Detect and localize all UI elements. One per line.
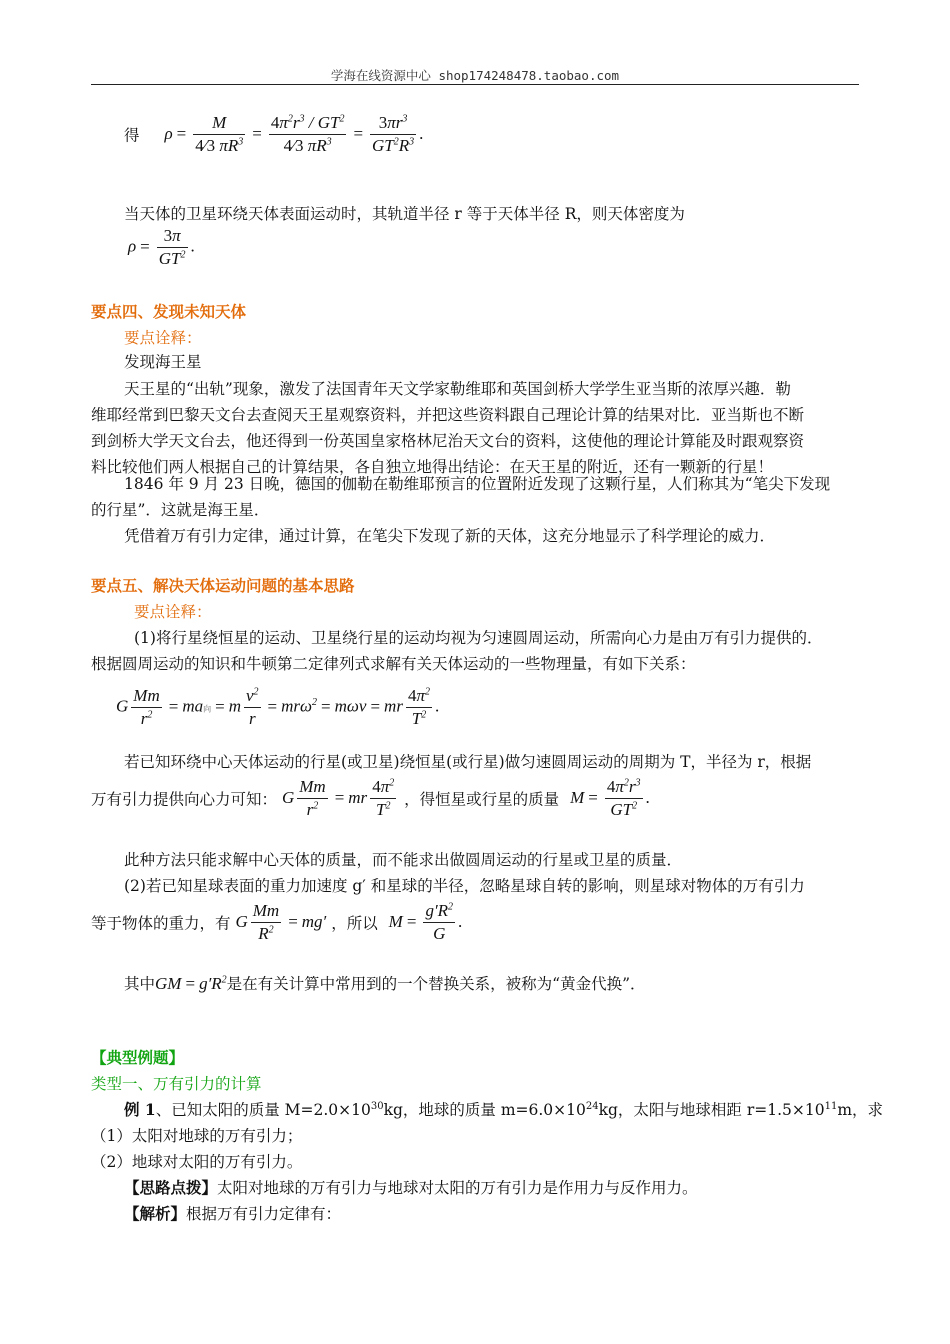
example1-line (124, 1098, 883, 1120)
density-formula: 得 ρ = $\frac{M}{4⁄3 \pi R^3}$ = $\frac{4\pi^2r^3 / GT^2}{4⁄3 \pi R^3}$ = $\frac{3\pi r^3}{GT^2R^3}$ . (124, 113, 424, 156)
section5-title: 要点五、解决天体运动问题的基本思路 (91, 577, 355, 595)
example1-exp1: 30 (370, 1100, 384, 1112)
type1-title: 类型一、万有引力的计算 (91, 1075, 262, 1093)
hint-line (124, 1176, 698, 1198)
example1-text3: kg，太阳与地球相距 r=1.5×10 (598, 1101, 825, 1119)
section4-topic: 发现海王星 (124, 353, 202, 371)
section4-p1c: 到剑桥大学天文台去，他还得到一份英国皇家格林尼治天文台的资料，这使他的理论计算能及时跟观察资 (91, 432, 805, 450)
relations-formula: G $\frac{Mm}{r^2}$ = ma向 = m $\frac{v^2}{r}$ = mrω$^2$ = mωv = mr $\frac{4\pi^2}{T^2}$ . (116, 686, 440, 729)
section5-p5: (2)若已知星球表面的重力加速度 g′ 和星球的半径，忽略星球自转的影响，则星球对物体的万有引力 (124, 877, 805, 895)
solution-text: 根据万有引力定律有： (186, 1205, 342, 1223)
section5-sub: 要点诠释： (134, 603, 212, 621)
examples-title: 【典型例题】 (91, 1049, 185, 1067)
section5-p1b: 根据圆周运动的知识和牛顿第二定律列式求解有关天体运动的一些物理量，有如下关系： (91, 655, 696, 673)
golden-line: 其中GM = $g'R^2$是在有关计算中常用到的一个替换关系，被称为“黄金代换”． (124, 974, 646, 993)
section5-p1a: (1)将行星绕恒星的运动、卫星绕行星的运动均视为匀速圆周运动，所需向心力是由万有引力提供的． (134, 629, 823, 647)
header-rule (91, 84, 859, 85)
section5-p2: 若已知环绕中心天体运动的行星(或卫星)绕恒星(或行星)做匀速圆周运动的周期为 T，半径为 r，根据 (124, 753, 812, 771)
section4-p1d: 料比较他们两人根据自己的计算结果，各自独立地得出结论：在天王星的附近，还有一颗新的行星！ (91, 458, 774, 476)
section4-p1b: 维耶经常到巴黎天文台去查阅天王星观察资料，并把这些资料跟自己理论计算的结果对比．亚当斯也不断 (91, 406, 805, 424)
question-1: （1）太阳对地球的万有引力； (91, 1127, 303, 1145)
solution-line (124, 1202, 341, 1224)
example1-text4: m，求 (837, 1101, 884, 1119)
section4-p3: 凭借着万有引力定律，通过计算，在笔尖下发现了新的天体，这充分地显示了科学理论的威力． (124, 527, 776, 545)
example1-text: 、已知太阳的质量 M=2.0×10 (155, 1101, 371, 1119)
example1-exp2: 24 (585, 1100, 599, 1112)
gravity-line-mid: ，所以 (331, 914, 378, 933)
page-header: 学海在线资源中心 shop174248478.taobao.com (330, 68, 620, 83)
golden-line-post: 是在有关计算中常用到的一个替换关系，被称为“黄金代换”． (226, 975, 646, 993)
section4-sub: 要点诠释： (124, 329, 202, 347)
mass-line: 万有引力提供向心力可知： G $\frac{Mm}{r^2}$ = mr $\frac{4\pi^2}{T^2}$ ，得恒星或行星的质量 M = $\frac{4\pi^2r^3}{GT^2}$ . (91, 777, 650, 820)
solution-label: 【解析】 (124, 1204, 187, 1223)
hint-text: 太阳对地球的万有引力与地球对太阳的万有引力是作用力与反作用力。 (217, 1179, 698, 1197)
mass-line-pre: 万有引力提供向心力可知： (91, 790, 278, 809)
mass-line-mid: ，得恒星或行星的质量 (404, 790, 560, 809)
question-2: （2）地球对太阳的万有引力。 (91, 1153, 303, 1171)
golden-line-pre: 其中 (124, 975, 156, 993)
surface-text: 当天体的卫星环绕天体表面运动时，其轨道半径 r 等于天体半径 R，则天体密度为 (124, 205, 685, 223)
section4-p1a: 天王星的“出轨”现象，激发了法国青年天文学家勒维耶和英国剑桥大学学生亚当斯的浓厚兴趣．勒 (124, 380, 791, 398)
example1-label: 例 1 (124, 1100, 156, 1119)
surface-density-formula: ρ = $\frac{3\pi}{GT^2}$ . (128, 226, 195, 269)
section4-p2a: 1846 年 9 月 23 日晚，德国的伽勒在勒维耶预言的位置附近发现了这颗行星，人们称其为“笔尖下发现 (124, 475, 831, 493)
example1-exp3: 11 (824, 1100, 838, 1112)
section4-title: 要点四、发现未知天体 (91, 303, 247, 321)
section5-p4: 此种方法只能求解中心天体的质量，而不能求出做圆周运动的行星或卫星的质量． (124, 851, 683, 869)
gravity-line-pre: 等于物体的重力，有 (91, 914, 231, 933)
section4-p2b: 的行星”．这就是海王星． (91, 501, 270, 519)
example1-text2: kg，地球的质量 m=6.0×10 (383, 1101, 586, 1119)
gravity-line: 等于物体的重力，有 G $\frac{Mm}{R^2}$ = mg′ ，所以 M = $\frac{g'R^2}{G}$ . (91, 901, 463, 944)
xiang-subscript: 向 (203, 704, 212, 714)
density-intro: 得 (124, 126, 140, 145)
hint-label: 【思路点拨】 (124, 1178, 218, 1197)
